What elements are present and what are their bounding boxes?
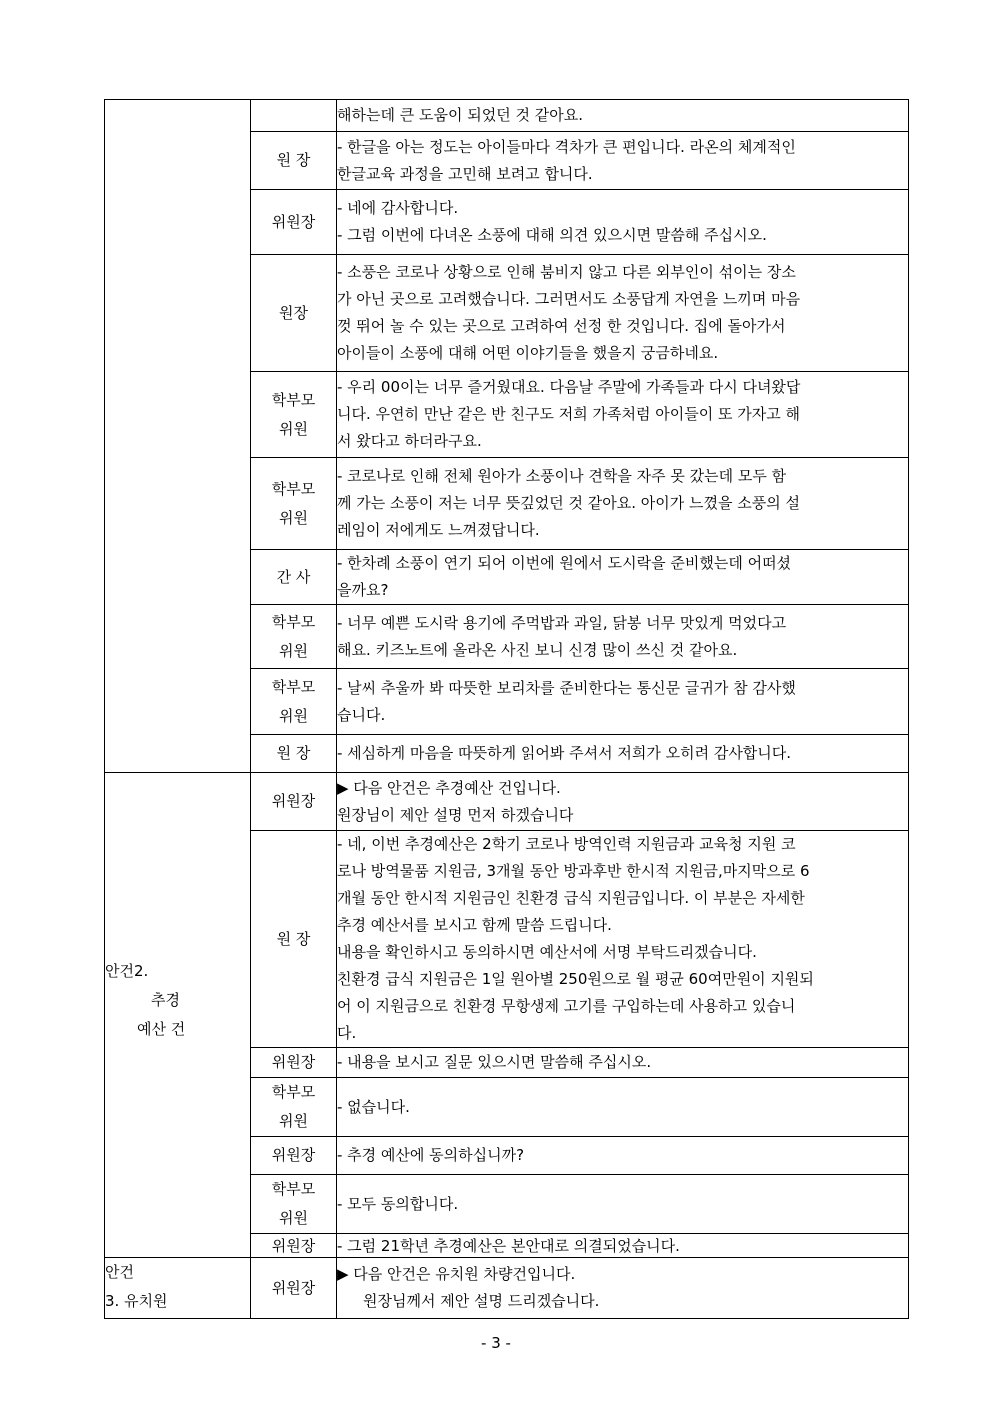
content-line: ▶ 다음 안건은 추경예산 건입니다.: [337, 778, 561, 797]
content-line: - 날씨 추울까 봐 따뜻한 보리차를 준비한다는 통신문 글귀가 참 감사했: [337, 678, 796, 697]
speaker-line: 학부모: [271, 1180, 316, 1198]
speaker-cell: [251, 605, 337, 669]
content-line: 추경 예산서를 보시고 함께 말씀 드립니다.: [337, 916, 612, 934]
content-cell: [337, 550, 909, 605]
content-line: - 소풍은 코로나 상황으로 인해 붐비지 않고 다른 외부인이 섞이는 장소: [337, 263, 796, 281]
agenda-label: 3. 유치원: [105, 1292, 168, 1310]
content-line: 원장님이 제안 설명 먼저 하겠습니다: [337, 805, 574, 824]
content-line: 원장님께서 제안 설명 드리겠습니다.: [363, 1292, 600, 1310]
table-row: [105, 773, 909, 831]
content-line: - 세심하게 마음을 따뜻하게 읽어봐 주셔서 저희가 오히려 감사합니다.: [337, 744, 792, 762]
content-line: - 너무 예쁜 도시락 용기에 주먹밥과 과일, 닭봉 너무 맛있게 먹었다고: [337, 613, 787, 632]
content-line: 한글교육 과정을 고민해 보려고 합니다.: [337, 164, 593, 183]
content-cell: [337, 669, 909, 735]
speaker-cell: 위원장: [251, 1234, 337, 1258]
speaker-cell: [251, 458, 337, 550]
speaker-line: 학부모: [271, 677, 316, 696]
speaker-line: 위원: [279, 706, 308, 725]
content-line: - 네, 이번 추경예산은 2학기 코로나 방역인력 지원금과 교육청 지원 코: [337, 835, 796, 853]
content-line: - 우리 00이는 너무 즐거웠대요. 다음날 주말에 가족들과 다시 다녀왔답: [337, 378, 801, 396]
minutes-table: [104, 99, 909, 1319]
agenda-cell-2: [105, 773, 251, 1258]
content-line: - 없습니다.: [337, 1097, 410, 1116]
page-number: - 3 -: [481, 1334, 511, 1352]
speaker-cell: [251, 1078, 337, 1137]
agenda-label: 추경: [151, 991, 180, 1009]
content-line: ▶ 다음 안건은 유치원 차량건입니다.: [337, 1265, 576, 1283]
content-line: - 내용을 보시고 질문 있으시면 말씀해 주십시오.: [337, 1053, 652, 1071]
content-line: 로나 방역물품 지원금, 3개월 동안 방과후반 한시적 지원금,마지막으로 6: [337, 862, 810, 880]
agenda-cell-3: [105, 1258, 251, 1319]
speaker-cell: 위원장: [251, 773, 337, 831]
content-line: 습니다.: [337, 705, 386, 724]
content-line: 가 아닌 곳으로 고려했습니다. 그러면서도 소풍답게 자연을 느끼며 마음: [337, 290, 801, 308]
content-cell: [337, 831, 909, 1048]
content-line: 개월 동안 한시적 지원금인 친환경 급식 지원금입니다. 이 부분은 자세한: [337, 889, 805, 907]
speaker-cell: 원 장: [251, 132, 337, 190]
agenda-cell-continued: [105, 100, 251, 773]
content-cell: [337, 1258, 909, 1319]
speaker-cell: [251, 669, 337, 735]
content-line: 니다. 우연히 만난 같은 반 친구도 저희 가족처럼 아이들이 또 가자고 해: [337, 405, 800, 423]
content-line: 해하는데 큰 도움이 되었던 것 같아요.: [337, 106, 583, 124]
speaker-line: 학부모: [271, 1083, 316, 1101]
content-line: 레임이 저에게도 느껴졌답니다.: [337, 521, 540, 539]
content-line: - 그럼 이번에 다녀온 소풍에 대해 의견 있으시면 말씀해 주십시오.: [337, 226, 767, 244]
content-line: 서 왔다고 하더라구요.: [337, 432, 482, 450]
content-cell: [337, 1048, 909, 1078]
speaker-line: 학부모: [271, 612, 316, 631]
speaker-cell: 위원장: [251, 1048, 337, 1078]
content-line: 내용을 확인하시고 동의하시면 예산서에 서명 부탁드리겠습니다.: [337, 943, 757, 961]
agenda-label: 안건2.: [105, 962, 149, 980]
speaker-line: 위원: [279, 1209, 308, 1227]
content-cell: [337, 1175, 909, 1234]
content-line: 을까요?: [337, 581, 389, 599]
speaker-line: 학부모: [271, 390, 316, 409]
speaker-line: 학부모: [271, 479, 316, 498]
content-cell: [337, 1137, 909, 1175]
content-line: 아이들이 소풍에 대해 어떤 이야기들을 했을지 궁금하네요.: [337, 344, 719, 362]
content-cell: [337, 132, 909, 190]
content-cell: [337, 773, 909, 831]
content-line: 다.: [337, 1024, 357, 1042]
content-line: - 한글을 아는 정도는 아이들마다 격차가 큰 편입니다. 라온의 체계적인: [337, 137, 796, 156]
agenda-label: 예산 건: [137, 1020, 186, 1038]
content-cell: [337, 1234, 909, 1258]
speaker-line: 위원: [279, 419, 308, 438]
content-line: 친환경 급식 지원금은 1일 원아별 250원으로 월 평균 60여만원이 지원되: [337, 970, 814, 988]
content-line: 껏 뛰어 놀 수 있는 곳으로 고려하여 선정 한 것입니다. 집에 돌아가서: [337, 317, 786, 335]
speaker-cell: 위원장: [251, 1258, 337, 1319]
speaker-cell: [251, 372, 337, 458]
content-cell: [337, 1078, 909, 1137]
content-cell: [337, 735, 909, 773]
speaker-line: 위원: [279, 508, 308, 527]
content-cell: [337, 372, 909, 458]
speaker-cell: 원 장: [251, 831, 337, 1048]
speaker-cell: 원 장: [251, 735, 337, 773]
content-cell: [337, 190, 909, 255]
content-cell: [337, 458, 909, 550]
content-cell: [337, 605, 909, 669]
content-line: - 모두 동의합니다.: [337, 1194, 459, 1213]
speaker-cell: 원장: [251, 255, 337, 372]
speaker-cell: [251, 1175, 337, 1234]
agenda-label: 안건: [105, 1263, 134, 1281]
content-cell: [337, 255, 909, 372]
table-row: [105, 1258, 909, 1319]
content-line: 해요. 키즈노트에 올라온 사진 보니 신경 많이 쓰신 것 같아요.: [337, 640, 738, 659]
table-row: [105, 100, 909, 132]
content-line: - 코로나로 인해 전체 원아가 소풍이나 견학을 자주 못 갔는데 모두 함: [337, 467, 787, 485]
speaker-cell: 위원장: [251, 190, 337, 255]
speaker-line: 위원: [279, 1112, 308, 1130]
speaker-cell: 간 사: [251, 550, 337, 605]
speaker-cell: [251, 100, 337, 132]
speaker-cell: 위원장: [251, 1137, 337, 1175]
speaker-line: 위원: [279, 641, 308, 660]
content-line: 께 가는 소풍이 저는 너무 뜻깊었던 것 같아요. 아이가 느꼈을 소풍의 설: [337, 494, 800, 512]
content-line: - 추경 예산에 동의하십니까?: [337, 1146, 525, 1164]
content-line: 어 이 지원금으로 친환경 무항생제 고기를 구입하는데 사용하고 있습니: [337, 997, 796, 1015]
content-line: - 그럼 21학년 추경예산은 본안대로 의결되었습니다.: [337, 1236, 680, 1255]
content-line: - 네에 감사합니다.: [337, 199, 459, 217]
content-line: - 한차례 소풍이 연기 되어 이번에 원에서 도시락을 준비했는데 어떠셨: [337, 554, 792, 572]
content-cell: [337, 100, 909, 132]
